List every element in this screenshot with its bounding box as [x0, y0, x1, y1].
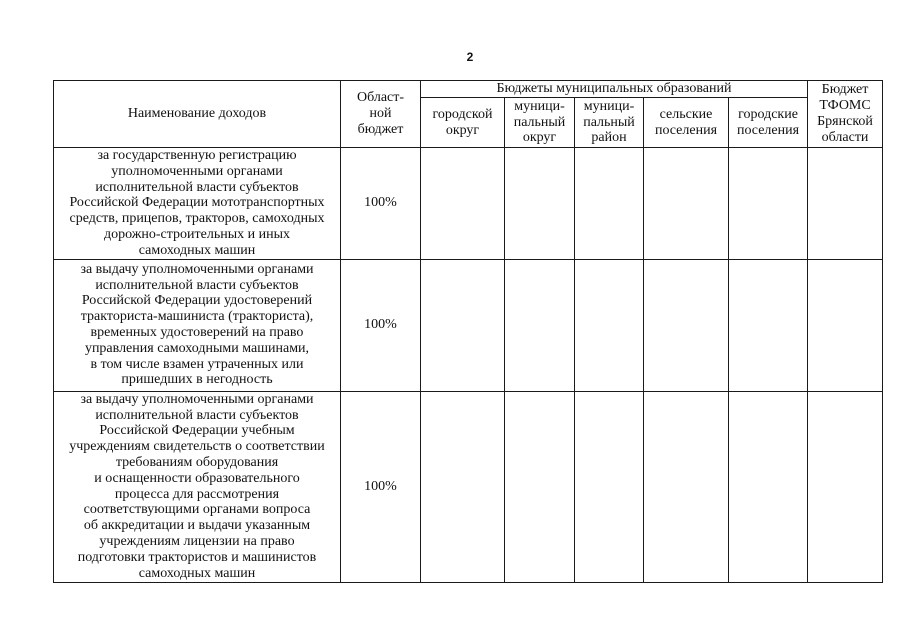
- tfoms-cell: [808, 259, 883, 391]
- municipal-district-cell: [505, 391, 575, 582]
- municipal-district-cell: [505, 148, 575, 260]
- rural-settlements-cell: [644, 391, 729, 582]
- rural-settlements-cell: [644, 148, 729, 260]
- city-district-cell: [421, 391, 505, 582]
- urban-settlements-cell: [729, 148, 808, 260]
- tfoms-cell: [808, 391, 883, 582]
- urban-settlements-cell: [729, 391, 808, 582]
- tfoms-cell: [808, 148, 883, 260]
- table-row: [54, 148, 883, 260]
- income-name-cell: за выдачу уполномоченными органами исполнительной власти субъектов Российской Федерации удостоверений тракториста-машиниста (тракториста), временных удостоверений на право управления самоходными машинами, в том числе взамен утраченных или пришедших в негодность: [54, 259, 341, 391]
- city-district-cell: [421, 148, 505, 260]
- urban-settlements-cell: [729, 259, 808, 391]
- municipal-area-cell: [575, 148, 644, 260]
- income-distribution-table: [53, 80, 883, 583]
- header-tfoms-budget: Бюджет ТФОМС Брянской области: [808, 81, 883, 148]
- regional-share-cell: 100%: [341, 391, 421, 582]
- city-district-cell: [421, 259, 505, 391]
- income-name-cell: за выдачу уполномоченными органами исполнительной власти субъектов Российской Федерации учебным учреждениям свидетельств о соответствии требованиям оборудования и оснащенности образовательного процесса для рассмотрения соответствующими органами вопроса об аккредитации и выдачи указанным учреждениям лицензии на право подготовки трактористов и машинистов самоходных машин: [54, 391, 341, 582]
- header-municipal-district: муници- пальный округ: [505, 98, 575, 148]
- rural-settlements-cell: [644, 259, 729, 391]
- page-number: 2: [466, 50, 474, 64]
- header-rural-settlements: сельские поселения: [644, 98, 729, 148]
- municipal-district-cell: [505, 259, 575, 391]
- header-municipal-budgets: Бюджеты муниципальных образований: [421, 81, 808, 98]
- municipal-area-cell: [575, 391, 644, 582]
- municipal-area-cell: [575, 259, 644, 391]
- header-income-name: Наименование доходов: [54, 81, 341, 148]
- table-row: [54, 391, 883, 582]
- header-regional-budget: Област- ной бюджет: [341, 81, 421, 148]
- income-name-cell: за государственную регистрацию уполномоченными органами исполнительной власти субъектов Российской Федерации мототранспортных средств, прицепов, тракторов, самоходных дорожно-строительных и иных самоходных машин: [54, 148, 341, 260]
- header-urban-settlements: городские поселения: [729, 98, 808, 148]
- regional-share-cell: 100%: [341, 259, 421, 391]
- regional-share-cell: 100%: [341, 148, 421, 260]
- table-row: [54, 259, 883, 391]
- header-city-district: городской округ: [421, 98, 505, 148]
- header-municipal-area: муници- пальный район: [575, 98, 644, 148]
